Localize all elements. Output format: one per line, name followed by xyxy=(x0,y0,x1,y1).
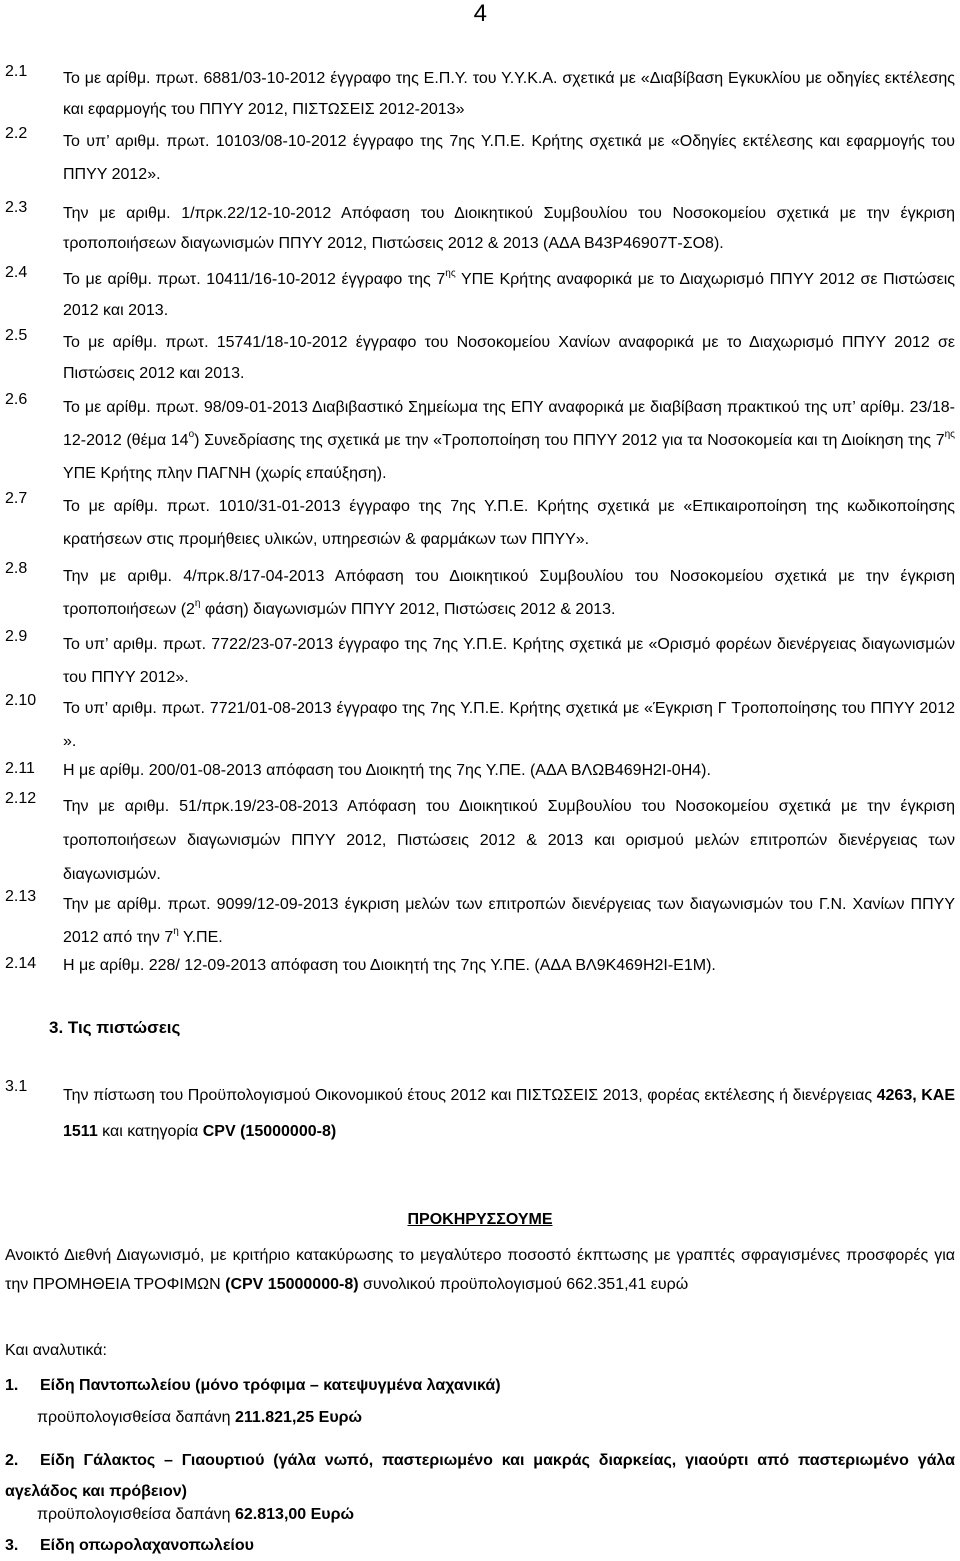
item-text: Την με αριθμ. 1/πρκ.22/12-10-2012 Απόφαση του Διοικητικού Συμβουλίου του Νοσοκομείου σχετικά με την έγκριση τροποποιήσεων διαγωνισμών ΠΠΥΥ 2012, Πιστώσεις 2012 & 2013 (ΑΔΑ Β43Ρ46907Τ-ΣΟ8). xyxy=(63,205,955,252)
item-text: Το υπ’ αριθμ. πρωτ. 7721/01-08-2013 έγγραφο της 7ης Υ.Π.Ε. Κρήτης σχετικά με «Έγκριση Γ Τροποποίησης του ΠΠΥΥ 2012 ». xyxy=(63,700,955,750)
announcement-paragraph: Ανοικτό Διεθνή Διαγωνισμό, με κριτήριο κατακύρωσης το μεγαλύτερο ποσοστό έκπτωσης με γραπτές σφραγισμένες προσφορές για την ΠΡΟΜΗΘΕΙΑ ΤΡΟΦΙΜΩΝ (CPV 15000000-8) συνολικού προϋπολογισμού 662.351,41 ευρώ xyxy=(5,1247,955,1293)
item-text: Την με αριθμ. 51/πρκ.19/23-08-2013 Απόφαση του Διοικητικού Συμβουλίου του Νοσοκομείου σχετικά με την έγκριση τροποποιήσεων διαγωνισμών ΠΠΥΥ 2012, Πιστώσεις 2012 & 2013 και ορισμού μελών επιτροπών διενέργειας των διαγωνισμών. xyxy=(63,798,955,883)
category-title: 3. Είδη οπωρολαχανοπωλείου xyxy=(5,1537,254,1554)
item-number: 2.14 xyxy=(5,955,37,972)
item-number: 2.1 xyxy=(5,63,28,80)
item-text: Την με αριθμ. 4/πρκ.8/17-04-2013 Απόφαση του Διοικητικού Συμβουλίου του Νοσοκομείου σχετικά με την έγκριση τροποποιήσεων ($2^\eta$ φάση) διαγωνισμών ΠΠΥΥ 2012, Πιστώσεις 2012 & 2013. xyxy=(63,568,955,618)
list-item xyxy=(5,264,955,326)
list-item xyxy=(5,888,955,954)
item-number: 2.10 xyxy=(5,692,37,709)
category-title: 1. Είδη Παντοπωλείου (μόνο τρόφιμα – κατεψυγμένα λαχανικά) xyxy=(5,1377,501,1394)
list-item xyxy=(5,628,955,694)
item-text: Η με αρίθμ. 200/01-08-2013 απόφαση του Διοικητή της 7ης Υ.ΠΕ. (ΑΔΑ ΒΛΩΒ469Η2Ι-0Η4). xyxy=(63,762,711,779)
page-number: 4 xyxy=(473,0,487,27)
item-number: 2.5 xyxy=(5,327,28,344)
list-item xyxy=(5,955,955,977)
category-cost: προϋπολογισθείσα δαπάνη 62.813,00 Ευρώ xyxy=(37,1506,355,1523)
item-number: 2.2 xyxy=(5,125,28,142)
item-text: Την με αρίθμ. πρωτ. 9099/12-09-2013 έγκριση μελών των επιτροπών διενέργειας των διαγωνισμών του Γ.Ν. Χανίων ΠΠΥΥ 2012 από την $7^\eta$ Υ.ΠΕ. xyxy=(63,896,955,946)
list-item xyxy=(5,790,955,892)
item-number: 2.4 xyxy=(5,264,28,281)
list-item xyxy=(5,199,955,259)
item-text: Το υπ’ αριθμ. πρωτ. 7722/23-07-2013 έγγραφο της 7ης Υ.Π.Ε. Κρήτης σχετικά με «Ορισμό φορέων διενέργειας διαγωνισμών του ΠΠΥΥ 2012». xyxy=(63,636,955,686)
category-title: 2. Είδη Γάλακτος – Γιαουρτιού (γάλα νωπό, παστεριωμένο και μακράς διαρκείας, γιαούρτι από παστεριωμένο γάλα αγελάδος και πρόβειον) xyxy=(5,1452,955,1500)
item-text: Το με αρίθμ. πρωτ. 10411/16-10-2012 έγγραφο της $7^{\eta\varsigma}$ ΥΠΕ Κρήτης αναφορικά με το Διαχωρισμό ΠΠΥΥ 2012 σε Πιστώσεις 2012 και 2013. xyxy=(63,267,955,319)
item-number: 2.12 xyxy=(5,790,37,807)
item-number: 2.8 xyxy=(5,560,28,577)
item-number: 3.1 xyxy=(5,1078,28,1095)
list-item xyxy=(5,63,955,125)
item-text: Το με αρίθμ. πρωτ. 6881/03-10-2012 έγγραφο της Ε.Π.Υ. του Υ.Υ.Κ.Α. σχετικά με «Διαβίβαση Εγκυκλίου με οδηγίες εκτέλεσης και εφαρμογής του ΠΠΥΥ 2012, ΠΙΣΤΩΣΕΙΣ 2012-2013» xyxy=(63,70,955,118)
list-item xyxy=(5,391,955,490)
item-number: 2.3 xyxy=(5,199,28,216)
announcement-title: ΠΡΟΚΗΡΥΣΣΟΥΜΕ xyxy=(407,1211,553,1228)
list-item xyxy=(5,1078,955,1150)
list-item xyxy=(5,692,955,758)
list-item xyxy=(5,560,955,626)
item-number: 2.13 xyxy=(5,888,37,905)
item-text: Το με αρίθμ. πρωτ. 1010/31-01-2013 έγγραφο της 7ης Υ.Π.Ε. Κρήτης σχετικά με «Επικαιροποίηση της κωδικοποίησης κρατήσεων στις προμήθειες υλικών, υπηρεσιών & φαρμάκων των ΠΠΥΥ». xyxy=(63,498,955,548)
item-number: 2.7 xyxy=(5,490,28,507)
list-item xyxy=(5,760,955,782)
item-text: Το με αρίθμ. πρωτ. 98/09-01-2013 Διαβιβαστικό Σημείωμα της ΕΠΥ αναφορικά με διαβίβαση πρακτικού της υπ’ αρίθμ. 23/18-12-2012 (θέμα $14^o$) Συνεδρίασης της σχετικά με την «Τροποποίηση του ΠΠΥΥ 2012 για τα Νοσοκομεία και τη Διοίκηση της $7^{\eta\varsigma}$ ΥΠΕ Κρήτης πλην ΠΑΓΝΗ (χωρίς επαύξηση). xyxy=(63,399,955,482)
section-heading: 3. Τις πιστώσεις xyxy=(49,1018,181,1037)
item-text: Το με αρίθμ. πρωτ. 15741/18-10-2012 έγγραφο του Νοσοκομείου Χανίων αναφορικά με το Διαχωρισμό ΠΠΥΥ 2012 σε Πιστώσεις 2012 και 2013. xyxy=(63,334,955,382)
item-number: 2.11 xyxy=(5,760,35,777)
list-item xyxy=(5,327,955,389)
item-number: 2.9 xyxy=(5,628,28,645)
item-number: 2.6 xyxy=(5,391,28,408)
item-text: Η με αρίθμ. 228/ 12-09-2013 απόφαση του Διοικητή της 7ης Υ.ΠΕ. (ΑΔΑ ΒΛ9Κ469Η2Ι-Ε1Μ). xyxy=(63,957,716,974)
list-item xyxy=(5,125,955,191)
item-text: Την πίστωση του Προϋπολογισμού Οικονομικού έτους 2012 και ΠΙΣΤΩΣΕΙΣ 2013, φορέας εκτέλεσης ή διενέργειας 4263, ΚΑΕ 1511 και κατηγορία CPV (15000000-8) xyxy=(63,1087,956,1140)
item-text: Το υπ’ αριθμ. πρωτ. 10103/08-10-2012 έγγραφο της 7ης Υ.Π.Ε. Κρήτης σχετικά με «Οδηγίες εκτέλεσης και εφαρμογής του ΠΠΥΥ 2012». xyxy=(63,133,955,183)
analytics-label: Και αναλυτικά: xyxy=(5,1342,107,1359)
category-cost: προϋπολογισθείσα δαπάνη 211.821,25 Ευρώ xyxy=(37,1409,363,1426)
list-item xyxy=(5,490,955,556)
